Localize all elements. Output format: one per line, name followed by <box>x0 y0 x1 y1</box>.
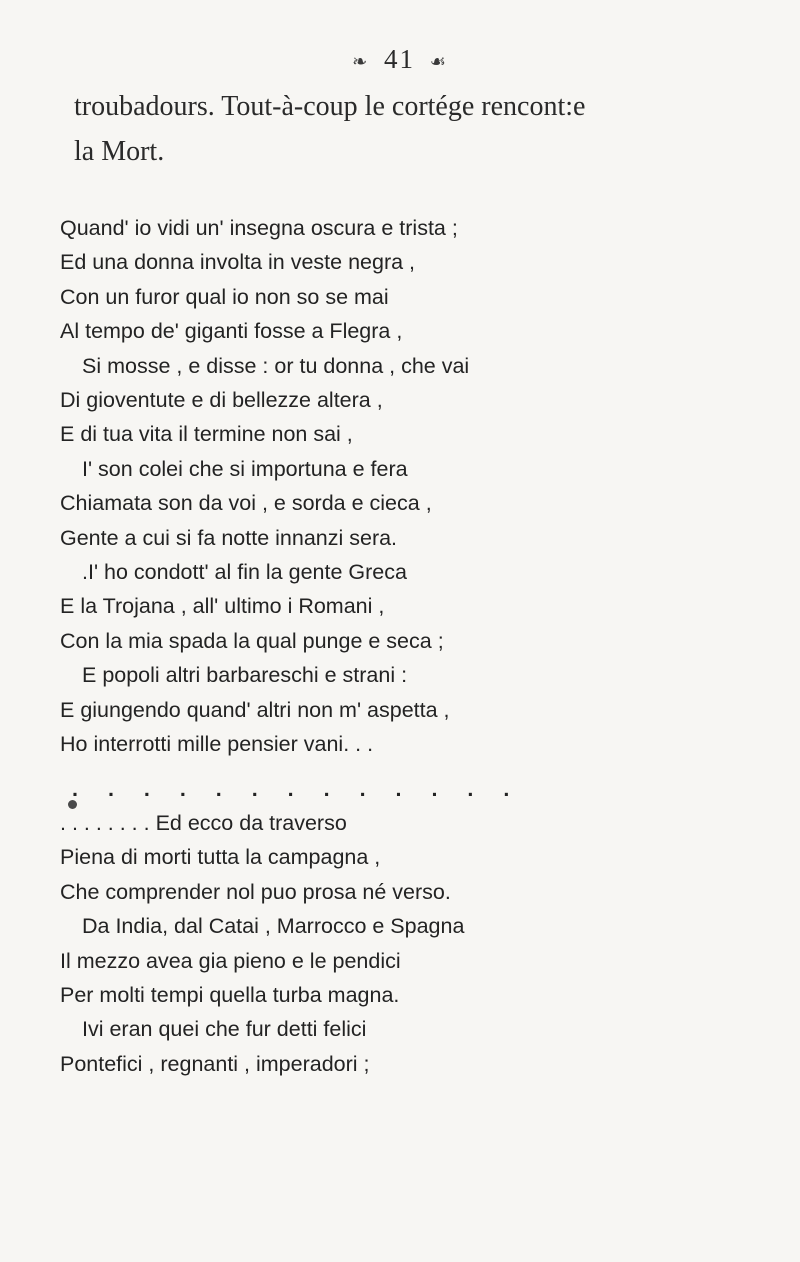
verse-line: . . . . . . . . Ed ecco da traverso <box>60 810 347 835</box>
verse-line: Gente a cui si fa notte innanzi sera. <box>60 525 398 550</box>
ink-spot <box>68 800 77 809</box>
verse-line: Si mosse , e disse : or tu donna , che vai <box>82 353 470 378</box>
verse-line: Piena di morti tutta la campagna , <box>60 845 381 870</box>
prose-paragraph <box>74 84 774 174</box>
verse-line: Da India, dal Catai , Marrocco e Spagna <box>82 914 465 939</box>
stanza-gap <box>60 762 760 772</box>
verse-line: Chiamata son da voi , e sorda e cieca , <box>60 491 432 516</box>
ornament-right-icon: ☙ <box>429 51 448 72</box>
verse-line: .I' ho condott' al fin la gente Greca <box>82 560 407 585</box>
verse-line: Per molti tempi quella turba magna. <box>60 982 400 1007</box>
verse-line: Pontefici , regnanti , imperadori ; <box>60 1051 370 1076</box>
verse-line: I' son colei che si importuna e fera <box>82 456 408 481</box>
verse-line: Che comprender nol puo prosa né verso. <box>60 879 451 904</box>
verse-line: Al tempo de' giganti fosse a Flegra , <box>60 319 403 344</box>
verse-line: Con la mia spada la qual punge e seca ; <box>60 628 444 653</box>
verse-line: E giungendo quand' altri non m' aspetta , <box>60 697 450 722</box>
verse-line: Quand' io vidi un' insegna oscura e trista ; <box>60 216 458 240</box>
verse-line: E la Trojana , all' ultimo i Romani , <box>60 594 385 619</box>
prose-line: troubadours. Tout-à-coup le cortége rencont:e <box>74 91 586 122</box>
verse-line: Ho interrotti mille pensier vani. . . <box>60 732 374 757</box>
verse-line: E popoli altri barbareschi e strani : <box>82 663 408 688</box>
page-header <box>0 44 800 75</box>
verse-line: E di tua vita il termine non sai , <box>60 422 353 447</box>
verse-line: Ed una donna involta in veste negra , <box>60 250 416 275</box>
verse-line: Con un furor qual io non so se mai <box>60 284 389 309</box>
verse-line: Di gioventute e di bellezze altera , <box>60 388 383 413</box>
verse-line: Il mezzo avea gia pieno e le pendici <box>60 948 401 973</box>
prose-line: la Mort. <box>74 136 165 167</box>
page-number: 41 <box>383 44 415 74</box>
verse-line: Ivi eran quei che fur detti felici <box>82 1017 367 1042</box>
verse-block <box>60 211 760 1081</box>
ellipsis-row: . . . . . . . . . . . . . <box>72 776 522 801</box>
ornament-left-icon: ❧ <box>352 51 370 72</box>
